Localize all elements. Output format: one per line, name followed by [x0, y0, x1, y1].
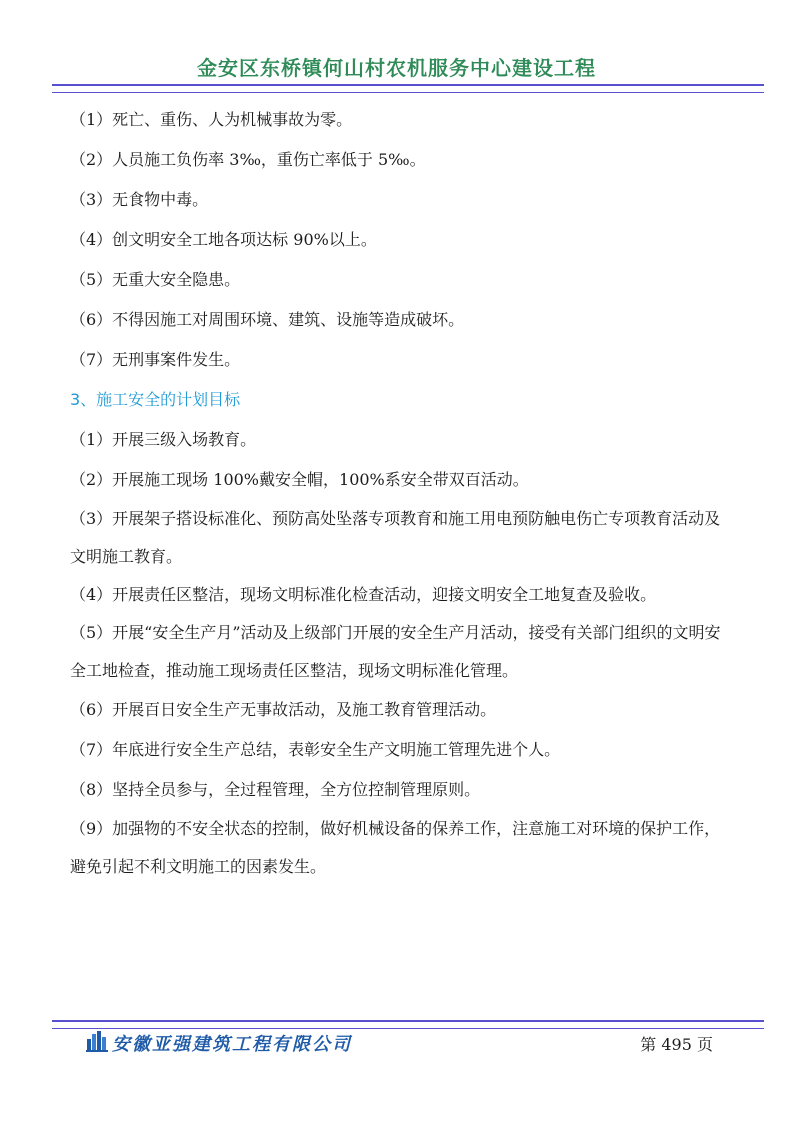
list-item: （5）无重大安全隐患。: [70, 270, 241, 289]
section-heading: 3、施工安全的计划目标: [70, 390, 241, 409]
list-item: （6）开展百日安全生产无事故活动，及施工教育管理活动。: [70, 700, 497, 719]
list-item: （6）不得因施工对周围环境、建筑、设施等造成破坏。: [70, 310, 465, 329]
list-item: （7）无刑事案件发生。: [70, 350, 241, 369]
list-item: （5）开展“安全生产月”活动及上级部门开展的安全生产月活动，接受有关部门组织的文明安全工地检查，推动施工现场责任区整洁，现场文明标准化管理。: [70, 623, 721, 680]
list-item: （4）创文明安全工地各项达标 90%以上。: [70, 230, 377, 249]
page-number: 第 495 页: [640, 1035, 713, 1054]
list-item: （7）年底进行安全生产总结，表彰安全生产文明施工管理先进个人。: [70, 740, 561, 759]
document-body: [70, 100, 730, 886]
footer-divider: [52, 1020, 764, 1029]
list-item: （2）开展施工现场 100%戴安全帽，100%系安全带双百活动。: [70, 470, 529, 489]
list-item: （3）无食物中毒。: [70, 190, 209, 209]
list-item: （9）加强物的不安全状态的控制，做好机械设备的保养工作，注意施工对环境的保护工作，避免引起不利文明施工的因素发生。: [70, 819, 721, 876]
list-item: （1）开展三级入场教育。: [70, 430, 257, 449]
list-item: （8）坚持全员参与，全过程管理，全方位控制管理原则。: [70, 780, 481, 799]
header-divider: [52, 84, 764, 93]
list-item: （3）开展架子搭设标准化、预防高处坠落专项教育和施工用电预防触电伤亡专项教育活动及文明施工教育。: [70, 509, 721, 566]
list-item: （4）开展责任区整洁，现场文明标准化检查活动，迎接文明安全工地复查及验收。: [70, 585, 657, 604]
building-logo-icon: [86, 1030, 108, 1052]
footer-company-name: 安徽亚强建筑工程有限公司: [112, 1034, 352, 1055]
page-header-title: 金安区东桥镇何山村农机服务中心建设工程: [197, 56, 596, 80]
list-item: （2）人员施工负伤率 3‰，重伤亡率低于 5‰。: [70, 150, 426, 169]
list-item: （1）死亡、重伤、人为机械事故为零。: [70, 110, 353, 129]
